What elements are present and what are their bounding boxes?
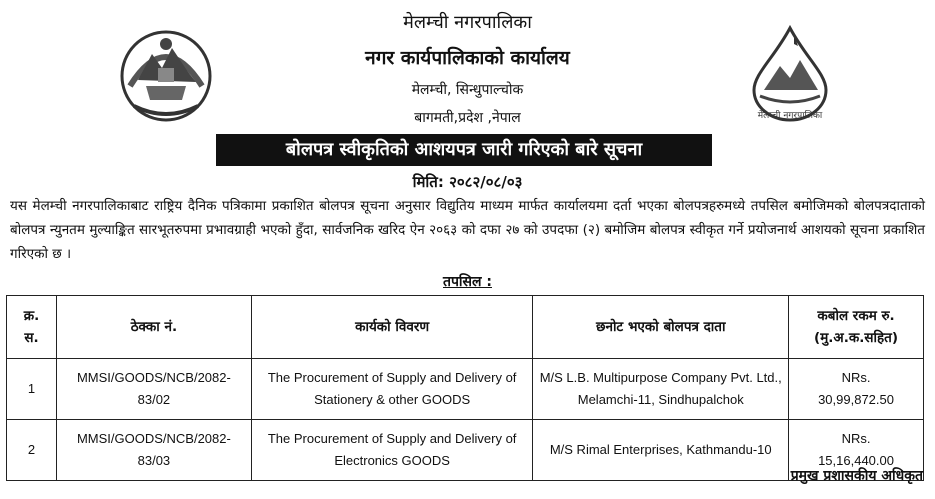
municipality-name: मेलम्ची नगरपालिका [403,12,532,33]
contract-no-line-2: 83/02 [137,392,171,407]
row-amount [789,359,924,420]
notice-title-banner: बोलपत्र स्वीकृतिको आशयपत्र जारी गरिएको बारे सूचना [216,134,712,166]
schedule-heading: तपसिल : [443,274,492,290]
row-description [251,359,533,420]
description-line-1: The Procurement of Supply and Delivery of [267,431,517,446]
row-serial: 1 [7,359,57,420]
row-serial: 2 [7,420,57,481]
signatory-title: प्रमुख प्रशासकीय अधिकृत [790,468,923,484]
header-contract-no: ठेक्का नं. [56,296,251,359]
header-serial [7,296,57,359]
address-line-2: बागमती,प्रदेश ,नेपाल [414,110,521,126]
amount-currency: NRs. [841,370,871,385]
header-amount-line-1: कबोल रकम रु. [817,308,895,324]
contract-no-line-1: MMSI/GOODS/NCB/2082- [76,431,231,446]
header-bidder: छनोट भएको बोलपत्र दाता [533,296,789,359]
bidder-line-1: M/S Rimal Enterprises, Kathmandu-10 [549,442,772,457]
table-row [7,420,924,481]
amount-currency: NRs. [841,431,871,446]
amount-value: 30,99,872.50 [818,392,894,407]
description-line-1: The Procurement of Supply and Delivery of [267,370,517,385]
notice-date: मिति: २०८२/०८/०३ [412,173,523,191]
nepal-emblem-logo [116,24,216,124]
row-description [251,420,533,481]
table-header-row [7,296,924,359]
row-contract-no [56,359,251,420]
right-logo-text: मेलम्ची नगरपालिका [757,111,823,121]
bidder-line-1: M/S L.B. Multipurpose Company Pvt. Ltd., [539,370,782,385]
amount-value: 15,16,440.00 [818,453,894,468]
bid-award-table [6,295,924,481]
header-serial-line-2: स. [24,330,39,346]
header-description: कार्यको विवरण [251,296,533,359]
header-amount [789,296,924,359]
contract-no-line-1: MMSI/GOODS/NCB/2082- [76,370,231,385]
description-line-2: Electronics GOODS [334,453,450,468]
row-bidder [533,359,789,420]
notice-body-paragraph: यस मेलम्ची नगरपालिकाबाट राष्ट्रिय दैनिक पत्रिकामा प्रकाशित बोलपत्र सूचना अनुसार विद्युतिय माध्यम मार्फत कार्यालयमा दर्ता भएका बोलपत्रहरुमध्ये तपसिल बमोजिमको बोलपत्रदाताको बोलपत्र न्युनतम मुल्याङ्कित सारभूतरुपमा प्रभावग्राही भएको हुँदा, सार्वजनिक खरिद ऐन २०६३ को दफा २७ को उपदफा (२) बमोजिम बोलपत्र स्वीकृत गर्ने प्रयोजनार्थ आशयको सूचना प्रकाशित गरिएको छ । [10,198,925,262]
row-bidder [533,420,789,481]
address-line-1: मेलम्ची, सिन्धुपाल्चोक [411,82,524,98]
header-amount-line-2: (मु.अ.क.सहित) [814,330,899,346]
contract-no-line-2: 83/03 [137,453,171,468]
table-row [7,359,924,420]
row-contract-no [56,420,251,481]
bidder-line-2: Melamchi-11, Sindhupalchok [577,392,744,407]
header-serial-line-1: क्र. [23,308,40,324]
melamchi-municipality-logo [740,24,840,124]
description-line-2: Stationery & other GOODS [314,392,471,407]
office-name: नगर कार्यपालिकाको कार्यालय [365,47,570,69]
